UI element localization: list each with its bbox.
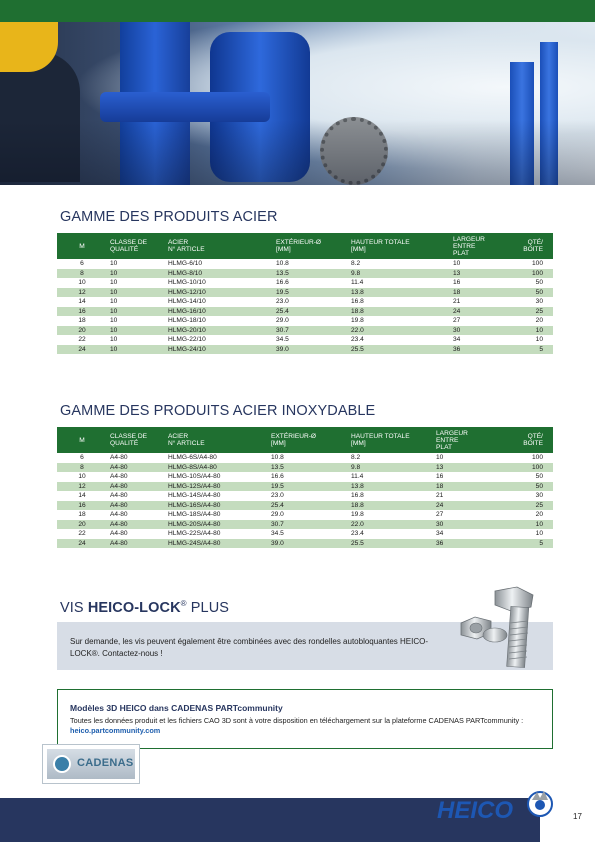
table-cell: HLMG-18S/A4-80 [165, 510, 268, 520]
table-row [57, 539, 553, 549]
table-cell: 8 [57, 269, 107, 279]
col-header-m: M [57, 427, 107, 453]
table-cell: 10 [107, 345, 165, 355]
table-cell: 10 [107, 307, 165, 317]
table-cell: 18 [57, 510, 107, 520]
table-cell: 14 [57, 297, 107, 307]
table-cell: 19.5 [273, 288, 348, 298]
table-cell: 11.4 [348, 472, 433, 482]
table-cell: 23.4 [348, 529, 433, 539]
table-cell: 24 [57, 345, 107, 355]
steel-product-table [57, 233, 553, 354]
table-cell: 12 [57, 288, 107, 298]
table-row [57, 482, 553, 492]
section-title-steel: GAMME DES PRODUITS ACIER [60, 209, 278, 225]
page-number: 17 [573, 812, 582, 821]
table-cell: 5 [503, 539, 553, 549]
table-cell: 21 [450, 297, 505, 307]
table-cell: HLMG-10/10 [165, 278, 273, 288]
table-cell: HLMG-16S/A4-80 [165, 501, 268, 511]
table-cell: 11.4 [348, 278, 450, 288]
table-cell: 8 [57, 463, 107, 473]
table-cell: 19.8 [348, 316, 450, 326]
col-header-m: M [57, 233, 107, 259]
table-cell: HLMG-24/10 [165, 345, 273, 355]
table-row [57, 453, 553, 463]
col-header-classe: CLASSE DE QUALITÉ [107, 427, 165, 453]
col-header-qte: QTÉ/ BOITE [505, 233, 553, 259]
table-cell: HLMG-20/10 [165, 326, 273, 336]
table-cell: HLMG-22S/A4-80 [165, 529, 268, 539]
table-cell: 10 [107, 259, 165, 269]
table-cell: 20 [505, 316, 553, 326]
col-header-acier: ACIER N° ARTICLE [165, 233, 273, 259]
table-cell: 25.5 [348, 539, 433, 549]
table-row [57, 529, 553, 539]
col-header-largeur: LARGEUR ENTRE PLAT [450, 233, 505, 259]
table-cell: 20 [57, 326, 107, 336]
table-cell: 50 [505, 288, 553, 298]
table-cell: 25 [503, 501, 553, 511]
table-cell: 6 [57, 453, 107, 463]
table-cell: 50 [503, 482, 553, 492]
table-cell: 24 [450, 307, 505, 317]
table-cell: A4-80 [107, 539, 165, 549]
table-cell: HLMG-14S/A4-80 [165, 491, 268, 501]
table-cell: HLMG-14/10 [165, 297, 273, 307]
table-cell: 22 [57, 335, 107, 345]
col-header-qte: QTÉ/ BOITE [503, 427, 553, 453]
table-cell: 13.5 [268, 463, 348, 473]
vis-description: Sur demande, les vis peuvent également être combinées avec des rondelles autobloquantes HEICO-LOCK®. Contactez-nous ! [70, 637, 428, 658]
table-cell: 9.8 [348, 269, 450, 279]
cadenas-icon [53, 755, 71, 773]
table-cell: 5 [505, 345, 553, 355]
table-cell: 30.7 [273, 326, 348, 336]
table-cell: 24 [57, 539, 107, 549]
table-row [57, 326, 553, 336]
table-cell: 100 [505, 269, 553, 279]
table-cell: A4-80 [107, 482, 165, 492]
col-header-largeur: LARGEUR ENTRE PLAT [433, 427, 503, 453]
table-cell: 13 [433, 463, 503, 473]
table-cell: 23.0 [273, 297, 348, 307]
table-cell: 10 [107, 297, 165, 307]
col-header-hauteur: HAUTEUR TOTALE [MM] [348, 427, 433, 453]
table-row [57, 463, 553, 473]
table-cell: 9.8 [348, 463, 433, 473]
table-cell: 39.0 [273, 345, 348, 355]
info-title: Modèles 3D HEICO dans CADENAS PARTcommunity [70, 703, 283, 713]
table-cell: 10 [107, 278, 165, 288]
table-cell: 18 [57, 316, 107, 326]
table-row [57, 259, 553, 269]
table-cell: HLMG-8S/A4-80 [165, 463, 268, 473]
table-cell: A4-80 [107, 491, 165, 501]
table-cell: 34.5 [273, 335, 348, 345]
bolt-image [455, 583, 545, 673]
table-cell: 29.0 [268, 510, 348, 520]
table-cell: 39.0 [268, 539, 348, 549]
table-cell: 16 [450, 278, 505, 288]
table-cell: 13 [450, 269, 505, 279]
table-cell: 34.5 [268, 529, 348, 539]
table-header-row [57, 427, 553, 453]
table-cell: 10.8 [273, 259, 348, 269]
table-row [57, 307, 553, 317]
table-cell: 10 [107, 335, 165, 345]
section-title-vis: VIS HEICO-LOCK® PLUS [60, 599, 230, 616]
table-cell: 34 [450, 335, 505, 345]
info-text: Toutes les données produit et les fichiers CAO 3D sont à votre disposition en téléchargement sur la plateforme CADENAS PARTcommunity : heico.partcommunity.com [70, 716, 524, 735]
table-cell: 24 [433, 501, 503, 511]
cadenas-logo: CADENAS [42, 744, 140, 784]
table-cell: 20 [503, 510, 553, 520]
table-cell: 10 [450, 259, 505, 269]
table-cell: 19.5 [268, 482, 348, 492]
table-cell: 19.8 [348, 510, 433, 520]
table-cell: 25.4 [268, 501, 348, 511]
table-row [57, 335, 553, 345]
table-cell: 36 [433, 539, 503, 549]
table-cell: 100 [503, 463, 553, 473]
table-cell: 30.7 [268, 520, 348, 530]
table-cell: 18.8 [348, 307, 450, 317]
table-cell: 10 [505, 335, 553, 345]
table-cell: 10 [503, 520, 553, 530]
table-cell: 13.8 [348, 288, 450, 298]
table-cell: 16.6 [273, 278, 348, 288]
table-cell: HLMG-10S/A4-80 [165, 472, 268, 482]
table-row [57, 520, 553, 530]
table-cell: A4-80 [107, 453, 165, 463]
table-row [57, 472, 553, 482]
col-header-exterieur: EXTÉRIEUR-Ø [MM] [273, 233, 348, 259]
header-photo [0, 22, 595, 185]
table-row [57, 345, 553, 355]
table-cell: 25.5 [348, 345, 450, 355]
table-cell: A4-80 [107, 472, 165, 482]
table-row [57, 297, 553, 307]
partcommunity-link[interactable]: heico.partcommunity.com [70, 726, 161, 735]
table-cell: 10 [503, 529, 553, 539]
table-cell: 16 [57, 307, 107, 317]
table-cell: 16.8 [348, 297, 450, 307]
table-cell: 16.8 [348, 491, 433, 501]
table-cell: HLMG-8/10 [165, 269, 273, 279]
heico-wolf-icon [520, 780, 560, 820]
table-cell: 36 [450, 345, 505, 355]
table-cell: 27 [450, 316, 505, 326]
table-cell: 25.4 [273, 307, 348, 317]
table-cell: 25 [505, 307, 553, 317]
table-cell: 100 [505, 259, 553, 269]
table-cell: 22.0 [348, 520, 433, 530]
table-cell: HLMG-16/10 [165, 307, 273, 317]
table-cell: 10 [57, 472, 107, 482]
table-cell: A4-80 [107, 501, 165, 511]
table-cell: 6 [57, 259, 107, 269]
table-cell: 14 [57, 491, 107, 501]
table-cell: A4-80 [107, 510, 165, 520]
table-cell: 10 [107, 316, 165, 326]
table-cell: 22 [57, 529, 107, 539]
table-cell: 16.6 [268, 472, 348, 482]
table-cell: HLMG-20S/A4-80 [165, 520, 268, 530]
table-cell: 30 [503, 491, 553, 501]
table-cell: 10.8 [268, 453, 348, 463]
table-cell: HLMG-6S/A4-80 [165, 453, 268, 463]
table-cell: 29.0 [273, 316, 348, 326]
table-cell: 12 [57, 482, 107, 492]
col-header-classe: CLASSE DE QUALITÉ [107, 233, 165, 259]
table-header-row [57, 233, 553, 259]
table-cell: 27 [433, 510, 503, 520]
table-cell: A4-80 [107, 463, 165, 473]
table-cell: 8.2 [348, 259, 450, 269]
table-cell: 30 [505, 297, 553, 307]
heico-logo: HEICO [437, 797, 514, 824]
table-row [57, 510, 553, 520]
col-header-exterieur: EXTÉRIEUR-Ø [MM] [268, 427, 348, 453]
table-row [57, 288, 553, 298]
table-cell: A4-80 [107, 529, 165, 539]
table-row [57, 278, 553, 288]
table-row [57, 501, 553, 511]
table-cell: 20 [57, 520, 107, 530]
top-green-bar [0, 0, 595, 22]
table-cell: 18.8 [348, 501, 433, 511]
table-cell: 34 [433, 529, 503, 539]
table-cell: HLMG-6/10 [165, 259, 273, 269]
table-cell: 30 [450, 326, 505, 336]
table-cell: 10 [107, 326, 165, 336]
table-cell: 18 [433, 482, 503, 492]
table-row [57, 316, 553, 326]
table-row [57, 269, 553, 279]
table-cell: A4-80 [107, 520, 165, 530]
stainless-product-table [57, 427, 553, 548]
table-cell: HLMG-24S/A4-80 [165, 539, 268, 549]
table-cell: 50 [503, 472, 553, 482]
table-cell: HLMG-22/10 [165, 335, 273, 345]
table-cell: HLMG-18/10 [165, 316, 273, 326]
table-cell: 10 [107, 269, 165, 279]
table-cell: 16 [57, 501, 107, 511]
table-cell: HLMG-12S/A4-80 [165, 482, 268, 492]
table-cell: 100 [503, 453, 553, 463]
table-cell: 50 [505, 278, 553, 288]
table-cell: 30 [433, 520, 503, 530]
table-cell: 8.2 [348, 453, 433, 463]
table-cell: 22.0 [348, 326, 450, 336]
section-title-stainless: GAMME DES PRODUITS ACIER INOXYDABLE [60, 403, 376, 419]
table-cell: 18 [450, 288, 505, 298]
col-header-hauteur: HAUTEUR TOTALE [MM] [348, 233, 450, 259]
table-cell: 10 [505, 326, 553, 336]
table-cell: 10 [57, 278, 107, 288]
table-cell: 13.5 [273, 269, 348, 279]
table-cell: 23.0 [268, 491, 348, 501]
table-cell: 23.4 [348, 335, 450, 345]
table-row [57, 491, 553, 501]
table-cell: 13.8 [348, 482, 433, 492]
table-cell: 10 [107, 288, 165, 298]
table-cell: HLMG-12/10 [165, 288, 273, 298]
table-cell: 16 [433, 472, 503, 482]
col-header-acier: ACIER N° ARTICLE [165, 427, 268, 453]
table-cell: 21 [433, 491, 503, 501]
table-cell: 10 [433, 453, 503, 463]
